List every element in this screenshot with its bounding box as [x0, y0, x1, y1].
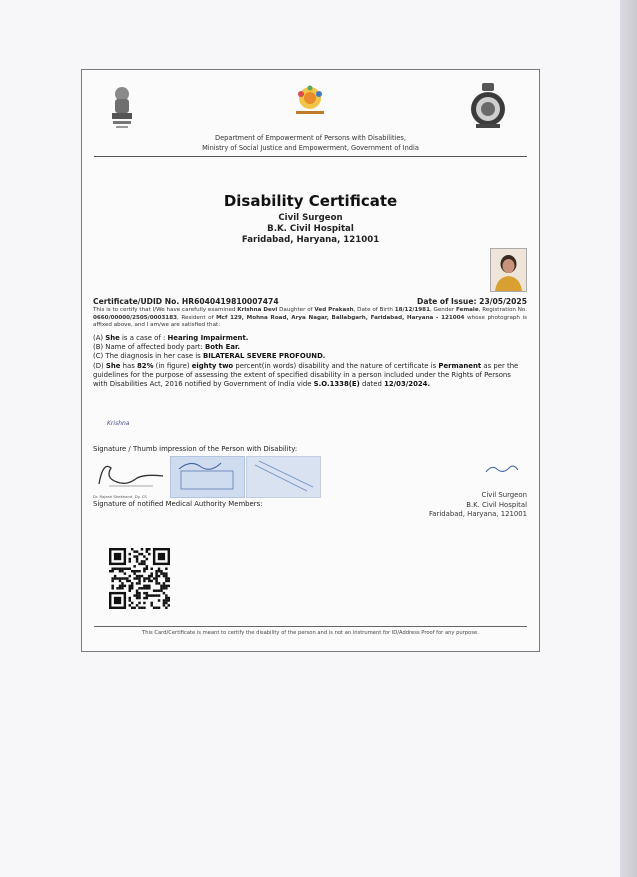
notification-number: S.O.1338(E) [313, 380, 360, 389]
certificate-title: Disability Certificate [223, 192, 398, 210]
notification-date: 12/03/2024. [384, 380, 431, 389]
members-signature-caption: Signature of notified Medical Authority Members: [93, 500, 263, 508]
gender: Female [455, 307, 479, 313]
diagnosis: BILATERAL SEVERE PROFOUND. [202, 352, 326, 361]
stamp-icon [247, 457, 320, 497]
medical-authority-stamp [170, 456, 245, 498]
authority-line-3: Faridabad, Haryana, 121001 [241, 235, 380, 245]
issue-label: Date of Issue: [417, 297, 477, 306]
qr-code-icon [109, 548, 170, 609]
department-line-1: Department of Empowerment of Persons with Disabilities, [215, 134, 406, 142]
para-text: This is to certify that I/We have carefully examined [93, 307, 238, 313]
finding-d [93, 362, 527, 390]
disability-percent: 82% [136, 361, 154, 370]
item-text: (B) Name of affected body part: [93, 343, 206, 352]
header-divider [94, 156, 527, 157]
udid-value: HR6040419810007474 [181, 297, 279, 306]
issuing-authority [82, 213, 539, 246]
finding-c [93, 352, 527, 361]
affected-body-part: Both Ear. [205, 343, 241, 352]
findings-list [93, 334, 527, 389]
father-name: Ved Prakash [314, 307, 354, 313]
stamp-icon [171, 457, 244, 497]
page-edge [620, 0, 637, 877]
finding-b [93, 343, 527, 352]
civil-surgeon-block [429, 491, 527, 520]
authority-line-2: B.K. Civil Hospital [267, 224, 354, 234]
date-of-issue [417, 297, 527, 306]
para-text: , Resident of [176, 314, 217, 321]
doctor-name: Dr. Rajesh Shekhand, Dy. CS [93, 494, 147, 499]
cs-line-2: B.K. Civil Hospital [466, 500, 527, 509]
finding-a [93, 334, 527, 343]
item-text: (D) [93, 361, 106, 370]
date-of-birth: 18/12/1981 [394, 307, 430, 313]
registration-number: 0660/00000/2505/0003183 [93, 314, 177, 321]
resident-address: Mcf 129, Mohna Road, Arya Nagar, Ballabgarh, Faridabad, Haryana - 121004 [216, 314, 465, 321]
disability-type: Hearing Impairment. [167, 334, 249, 342]
item-text: (C) The diagnosis in her case is [93, 352, 203, 361]
cs-line-1: Civil Surgeon [481, 491, 527, 499]
authority-line-1: Civil Surgeon [278, 213, 343, 223]
department-heading [82, 134, 539, 153]
certificate-card [81, 69, 540, 652]
civil-surgeon-signature-icon [484, 462, 520, 476]
item-text: percent(in words) disability and the nature of certificate is [233, 361, 439, 370]
para-text: Daughter of [277, 307, 315, 313]
person-signature-caption: Signature / Thumb impression of the Person with Disability: [93, 445, 298, 453]
issue-value: 23/05/2025 [479, 297, 527, 306]
person-photo-icon [491, 249, 526, 291]
department-line-2: Ministry of Social Justice and Empowerment, Government of India [202, 143, 419, 152]
item-text: (in figure) [153, 361, 192, 370]
pronoun: She [105, 334, 120, 342]
item-text: is a case of : [119, 334, 168, 342]
department-logo-icon [288, 84, 332, 118]
para-text: , Registration No. [478, 307, 528, 313]
person-name: Krishna Devi [237, 307, 278, 313]
para-text: , Gender [429, 307, 456, 313]
national-emblem-icon [107, 84, 137, 132]
medical-authority-stamp [246, 456, 321, 498]
item-text: has [120, 361, 137, 370]
doctor-signature-icon [93, 456, 168, 494]
para-text: whose photograph is affixed above, and I am/we are satisfied that: [93, 314, 527, 329]
certificate-nature: Permanent [438, 361, 482, 370]
item-text: (A) [93, 334, 106, 342]
footer-note: This Card/Certificate is meant to certify the disability of the person and is not an instrument for ID/Address Proof for any purpose. [142, 630, 479, 636]
pronoun: She [105, 361, 121, 370]
udid-label: Certificate/UDID No. [93, 297, 180, 306]
udid-number [93, 297, 279, 306]
item-text: dated [359, 380, 385, 389]
footer-divider [94, 626, 527, 627]
para-text: , Date of Birth [353, 307, 395, 313]
person-signature: Krishna [107, 420, 130, 427]
cs-line-3: Faridabad, Haryana, 121001 [428, 510, 527, 518]
certification-paragraph [93, 307, 527, 330]
item-text: as per the guidelines for the purpose of assessing the extent of specified disability in a person included under the Rights of Persons with Disabilities Act, 2016 notified by Government of India vide [93, 361, 519, 389]
disability-percent-words: eighty two [191, 361, 234, 370]
applicant-photo [490, 248, 527, 292]
state-emblem-icon [468, 82, 508, 130]
